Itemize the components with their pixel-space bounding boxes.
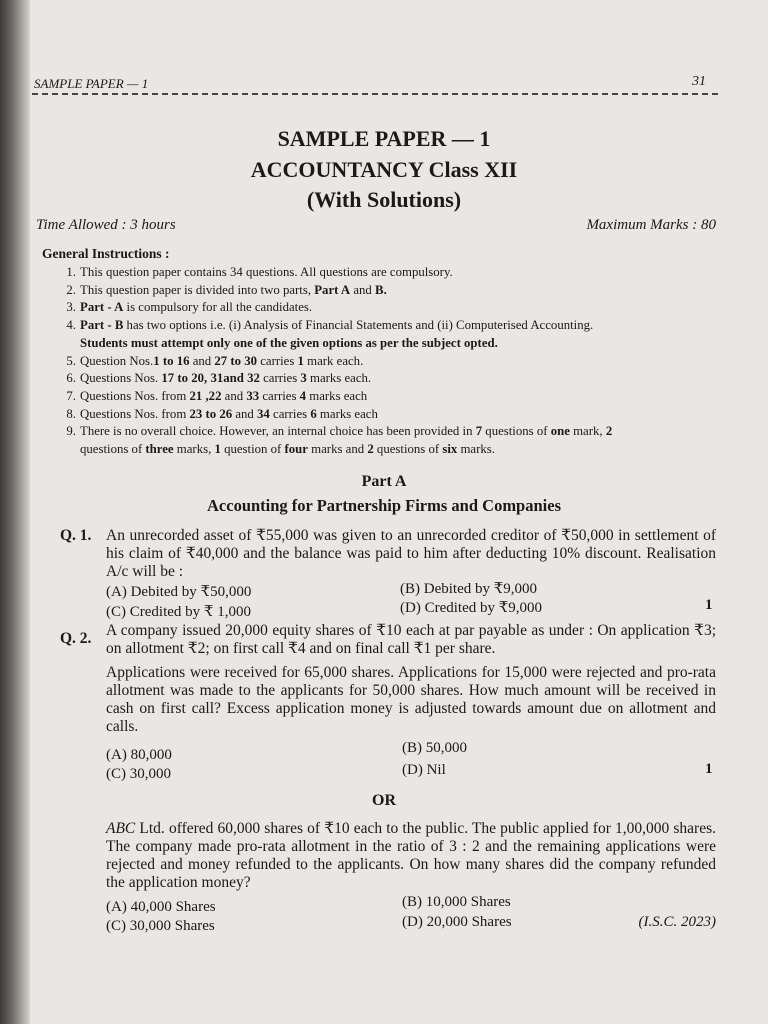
question-text-continued: Applications were received for 65,000 shares. Applications for 15,000 were rejected and pro-rata allotment was made to the applicants for 50,000 shares. How much amount will be received in cash on first call? Excess application money is adjusted towards amount due on allotment and calls. [106,664,716,735]
instructions-list [56,264,612,459]
subject-title: ACCOUNTANCY Class XII [250,157,518,182]
question-number: Q. 1. [60,527,92,544]
instruction-number: 8. [66,406,76,421]
instruction-text: questions of three marks, 1 question of four marks and 2 questions of six marks. [80,442,495,457]
option-b: (B) 50,000 [402,740,467,756]
instruction-number: 5. [66,353,76,368]
marks: 1 [705,761,713,777]
running-head: SAMPLE PAPER — 1 [34,76,149,91]
maximum-marks: Maximum Marks : 80 [586,217,716,233]
instruction-number: 2. [66,282,76,297]
company-name: ABC [106,820,136,837]
alternative-question-body: Ltd. offered 60,000 shares of ₹10 each to the public. The public applied for 1,00,000 shares. The company made pro-rata allotment in the ratio of 3 : 2 and the remaining applications were rejected and money refunded to the applicants. On how many shares did the company refunded the application money? [106,820,716,891]
instruction-item [56,441,612,459]
instruction-number: 4. [66,318,76,333]
instruction-text: This question paper is divided into two parts, Part A and B. [80,282,387,297]
option-d: (D) Credited by ₹9,000 [400,600,543,616]
marks: 1 [705,597,713,613]
instruction-item [56,353,612,371]
instruction-text: Question Nos.1 to 16 and 27 to 30 carries 1 mark each. [80,353,364,368]
option-b: (B) 10,000 Shares [402,894,511,910]
question-text: An unrecorded asset of ₹55,000 was given to an unrecorded creditor of ₹50,000 in settlement of his claim of ₹40,000 and the balance was paid to him after deducting 10% discount. Realisation A/c will be : [106,527,716,580]
instruction-text: Questions Nos. from 23 to 26 and 34 carries 6 marks each [80,406,378,421]
instruction-item [56,299,612,317]
paper-title: SAMPLE PAPER — 1 [277,126,491,151]
option-d: (D) 20,000 Shares [402,914,512,930]
option-a: (A) 80,000 [106,747,172,763]
instruction-item [56,282,612,300]
question-text: A company issued 20,000 equity shares of ₹10 each at par payable as under : On application ₹3; on allotment ₹2; on first call ₹4 and on final call ₹1 per share. [106,622,716,657]
option-b: (B) Debited by ₹9,000 [400,581,538,597]
or-separator: OR [372,792,396,809]
instruction-item [56,317,612,335]
part-title: Part A [361,473,407,490]
page-number: 31 [692,74,706,89]
instruction-text: Questions Nos. from 21 ,22 and 33 carries 4 marks each [80,388,368,403]
instruction-text: Students must attempt only one of the given options as per the subject opted. [80,335,498,350]
alternative-question-text [106,820,716,892]
instruction-number: 9. [66,424,76,439]
instruction-number: 3. [66,300,76,315]
instruction-item [56,406,612,424]
instruction-text: Questions Nos. 17 to 20, 31and 32 carries 3 marks each. [80,371,372,386]
instruction-item [56,423,612,441]
source-citation: (I.S.C. 2023) [638,914,716,930]
time-allowed: Time Allowed : 3 hours [36,217,176,233]
instruction-text: Part - B has two options i.e. (i) Analysis of Financial Statements and (ii) Computerised Accounting. [80,318,594,333]
option-d: (D) Nil [402,762,446,778]
option-a: (A) 40,000 Shares [106,899,216,915]
part-subtitle: Accounting for Partnership Firms and Companies [207,496,561,515]
option-c: (C) Credited by ₹ 1,000 [106,604,251,620]
instruction-number: 6. [66,371,76,386]
instruction-text: There is no overall choice. However, an internal choice has been provided in 7 questions of one mark, 2 [80,424,613,439]
instruction-text: This question paper contains 34 questions. All questions are compulsory. [80,265,453,279]
instruction-number: 7. [66,388,76,403]
instruction-item [56,335,612,353]
option-a: (A) Debited by ₹50,000 [106,584,252,600]
instructions-heading: General Instructions : [42,246,170,261]
instruction-item [56,264,612,282]
option-c: (C) 30,000 Shares [106,918,215,934]
question-number: Q. 2. [60,630,92,647]
instruction-item [56,388,612,406]
option-c: (C) 30,000 [106,766,171,782]
solutions-subtitle: (With Solutions) [306,187,462,212]
instruction-text: Part - A is compulsory for all the candidates. [80,300,313,315]
header-dashed-rule [32,93,718,95]
instruction-number: 1. [66,265,76,279]
instruction-item [56,370,612,388]
